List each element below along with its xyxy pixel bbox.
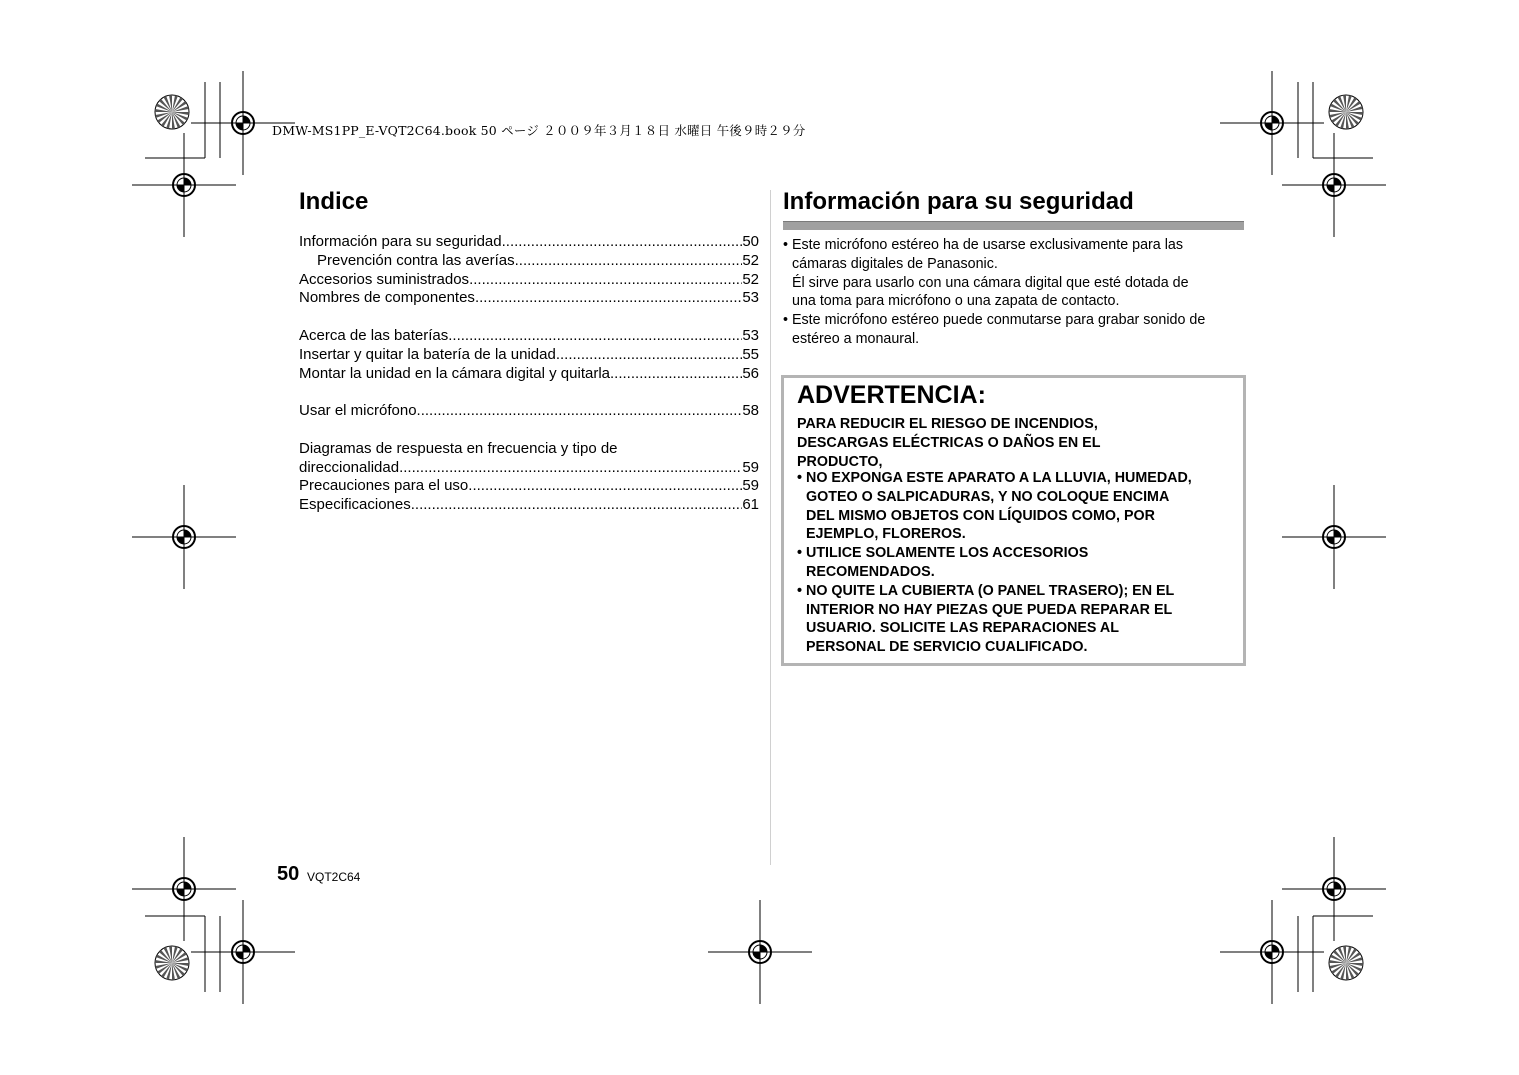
toc-entry (299, 289, 759, 308)
warning-item-line: DEL MISMO OBJETOS CON LÍQUIDOS COMO, POR (806, 507, 1155, 524)
warning-title: ADVERTENCIA: (797, 381, 986, 409)
toc-entry-label: Prevención contra las averías (317, 251, 515, 269)
warning-item-line: NO EXPONGA ESTE APARATO A LA LLUVIA, HUMEDAD, (806, 470, 1192, 486)
page-number: 50 (277, 863, 300, 885)
toc-entry-page: 50 (742, 233, 759, 250)
print-header-line: DMW-MS1PP_E-VQT2C64.book 50 ページ ２００９年３月１８日 水曜日 午後９時２９分 (272, 123, 806, 138)
bullet-text-line: estéreo a monaural. (792, 330, 920, 347)
warning-item (797, 469, 1237, 544)
toc-entry-page: 61 (742, 496, 759, 514)
safety-bullet-item (783, 311, 1233, 349)
toc-leader-dots (556, 346, 742, 365)
toc-entry-page: 59 (742, 477, 759, 495)
toc-entry-page: 52 (742, 251, 759, 269)
toc-leader-dots (448, 327, 742, 346)
bullet-dot: • (797, 545, 803, 562)
toc-entry (299, 477, 759, 496)
toc-entry-page: 53 (742, 289, 759, 307)
safety-title: Información para su seguridad (783, 188, 1134, 215)
toc-leader-dots (411, 496, 743, 515)
toc-entry-label: Diagramas de respuesta en frecuencia y tipo de (299, 439, 618, 457)
warning-item-line: PERSONAL DE SERVICIO CUALIFICADO. (806, 639, 1088, 656)
warning-item-line: INTERIOR NO HAY PIEZAS QUE PUEDA REPARAR EL (806, 601, 1173, 618)
title-underline-bar (783, 221, 1244, 230)
toc-entry-page: 58 (742, 402, 759, 420)
bullet-text-line: Él sirve para usarlo con una cámara digital que esté dotada de (792, 274, 1189, 291)
toc-leader-dots (515, 252, 743, 271)
toc-gap (299, 308, 759, 327)
warning-lead-line: DESCARGAS ELÉCTRICAS O DAÑOS EN EL (797, 434, 1101, 451)
warning-lead-line: PRODUCTO, (797, 453, 883, 470)
toc-entry-label: Usar el micrófono (299, 402, 417, 420)
safety-bullets (783, 236, 1233, 349)
toc-leader-dots (468, 477, 742, 496)
toc-entry-page: 59 (742, 458, 759, 476)
toc-leader-dots (475, 289, 742, 308)
warning-box (781, 375, 1246, 666)
toc-entry-page: 52 (742, 270, 759, 288)
warning-lead (797, 415, 1227, 471)
toc-entry (299, 252, 759, 271)
warning-items (797, 469, 1237, 657)
toc-entry-label: Precauciones para el uso (299, 477, 469, 495)
toc-entry-label: Insertar y quitar la batería de la unidad (299, 345, 556, 363)
toc-entry (299, 459, 759, 478)
warning-item-line: UTILICE SOLAMENTE LOS ACCESORIOS (806, 545, 1089, 562)
warning-item-line: EJEMPLO, FLOREROS. (806, 526, 966, 543)
warning-item-line: USUARIO. SOLICITE LAS REPARACIONES AL (806, 620, 1119, 637)
warning-item-line: RECOMENDADOS. (806, 563, 935, 580)
safety-bullet-item (783, 236, 1233, 311)
warning-item-line: NO QUITE LA CUBIERTA (O PANEL TRASERO); EN EL (806, 582, 1175, 599)
toc-entry (299, 346, 759, 365)
toc-leader-dots (502, 233, 743, 252)
toc-title: Indice (299, 188, 369, 215)
warning-item (797, 544, 1237, 582)
doc-code: VQT2C64 (307, 870, 361, 884)
column-divider (770, 190, 771, 865)
warning-item-line: GOTEO O SALPICADURAS, Y NO COLOQUE ENCIMA (806, 488, 1170, 505)
toc-leader-dots (610, 365, 742, 384)
bullet-text-line: cámaras digitales de Panasonic. (792, 255, 998, 272)
toc-entry-label: Nombres de componentes (299, 289, 475, 307)
warning-item (797, 582, 1237, 657)
toc-entry-page: 56 (742, 364, 759, 382)
bullet-dot: • (797, 470, 803, 486)
bullet-dot: • (783, 237, 789, 253)
toc-entry-label: Montar la unidad en la cámara digital y quitarla (299, 364, 611, 382)
toc-leader-dots (469, 271, 742, 290)
toc-entry (299, 496, 759, 515)
toc-entry-label: Información para su seguridad (299, 233, 502, 250)
toc-entry-label: direccionalidad (299, 458, 400, 476)
toc-leader-dots (399, 459, 742, 478)
toc-entry-label: Accesorios suministrados (299, 270, 470, 288)
bullet-text-line: Este micrófono estéreo puede conmutarse para grabar sonido de (792, 312, 1206, 329)
toc-entry (299, 327, 759, 346)
toc-entry (299, 233, 759, 252)
bullet-dot: • (783, 312, 789, 329)
toc-gap (299, 383, 759, 402)
toc-gap (299, 421, 759, 440)
toc-entry-page: 55 (742, 345, 759, 363)
toc-entry (299, 271, 759, 290)
bullet-dot: • (797, 582, 803, 599)
bullet-text-line: una toma para micrófono o una zapata de contacto. (792, 293, 1120, 310)
table-of-contents (299, 233, 759, 515)
toc-entry-label: Especificaciones (299, 496, 411, 514)
toc-entry (299, 402, 759, 421)
toc-entry-label: Acerca de las baterías (299, 326, 449, 344)
toc-entry (299, 365, 759, 384)
toc-entry-page: 53 (742, 326, 759, 344)
warning-lead-line: PARA REDUCIR EL RIESGO DE INCENDIOS, (797, 416, 1098, 432)
toc-leader-dots (417, 402, 743, 421)
bullet-text-line: Este micrófono estéreo ha de usarse exclusivamente para las (792, 237, 1183, 253)
